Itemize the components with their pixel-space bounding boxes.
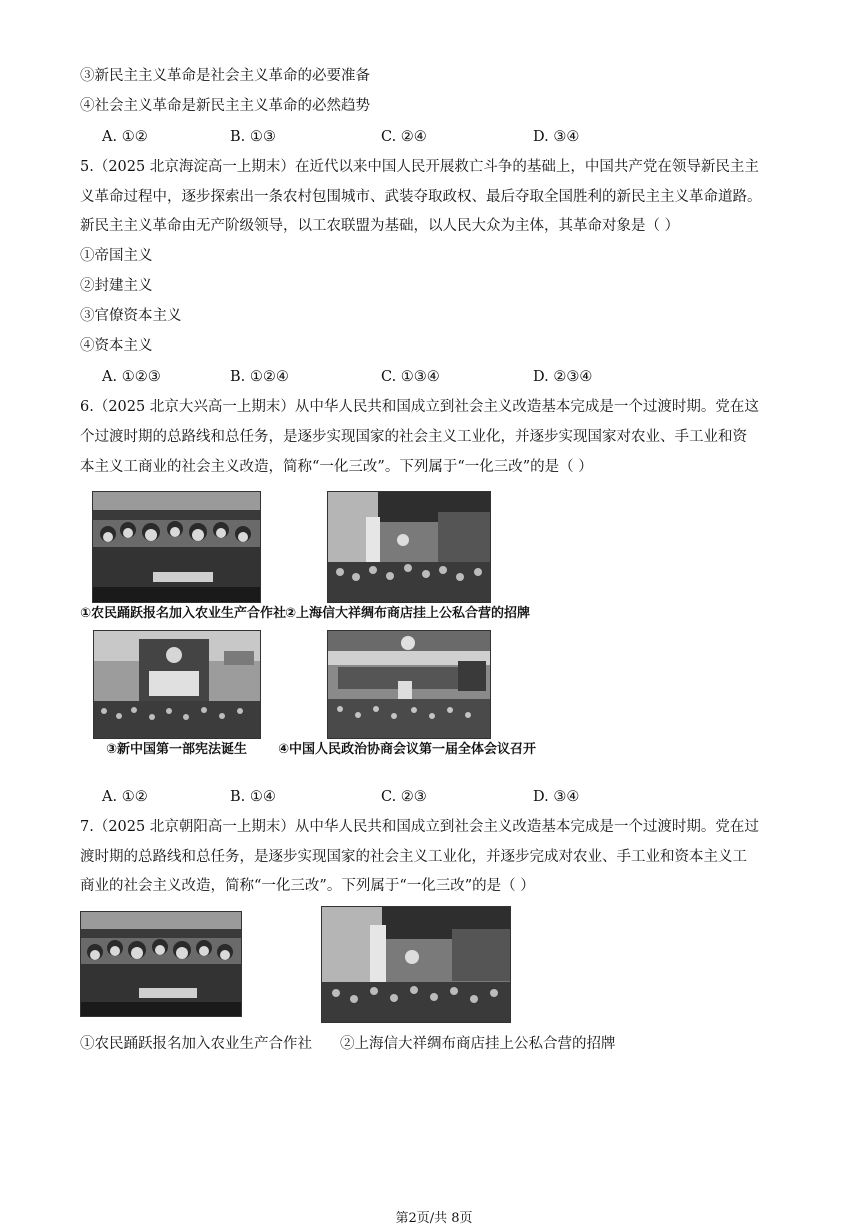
q6-stem-line2: 个过渡时期的总路线和总任务，是逐步实现国家的社会主义工业化，并逐步实现国家对农业、手工业和资 [80,429,747,445]
q6-photo-cppcc [327,630,491,739]
q5-option-d[interactable]: D. ②③④ [533,369,593,385]
q6-option-b[interactable]: B. ①④ [230,789,276,805]
statement-4: ④社会主义革命是新民主主义革命的必然趋势 [80,98,370,114]
q7-stem-line3: 商业的社会主义改造，简称“一化三改”。下列属于“一化三改”的是（ ） [80,878,535,894]
q5-option-b[interactable]: B. ①②④ [230,369,289,385]
q7-caption-1: ①农民踊跃报名加入农业生产合作社 [80,1036,312,1052]
q5-option-c[interactable]: C. ①③④ [381,369,440,385]
q5-option-a[interactable]: A. ①②③ [102,369,161,385]
q7-caption-2: ②上海信大祥绸布商店挂上公私合营的招牌 [340,1036,616,1052]
q5-item-3: ③官僚资本主义 [80,308,182,324]
q7-photo-shop-sign [321,906,511,1023]
q6-stem-line3: 本主义工商业的社会主义改造，简称“一化三改”。下列属于“一化三改”的是（ ） [80,459,593,475]
q6-caption-2: ②上海信大祥绸布商店挂上公私合营的招牌 [285,606,531,621]
q5-stem-line1: 5.（2025 北京海淀高一上期末）在近代以来中国人民开展救亡斗争的基础上，中国共产党在领导新民主主 [80,159,759,175]
q4-option-b[interactable]: B. ①③ [230,129,276,145]
q4-option-d[interactable]: D. ③④ [533,129,580,145]
q6-option-d[interactable]: D. ③④ [533,789,580,805]
q7-stem-line2: 渡时期的总路线和总任务，是逐步实现国家的社会主义工业化，并逐步完成对农业、手工业和资本主义工 [80,849,747,865]
statement-3: ③新民主主义革命是社会主义革命的必要准备 [80,68,370,84]
q6-photo-farmers [92,491,261,603]
q7-stem-line1: 7.（2025 北京朝阳高一上期末）从中华人民共和国成立到社会主义改造基本完成是一个过渡时期。党在过 [80,819,759,835]
q6-stem-line1: 6.（2025 北京大兴高一上期末）从中华人民共和国成立到社会主义改造基本完成是一个过渡时期。党在这 [80,399,759,415]
q5-stem-line3: 新民主主义革命由无产阶级领导，以工农联盟为基础，以人民大众为主体，其革命对象是（ ） [80,218,680,234]
q4-option-a[interactable]: A. ①② [102,129,148,145]
q6-caption-3: ③新中国第一部宪法诞生 [106,742,248,757]
q6-caption-4: ④中国人民政治协商会议第一届全体会议召开 [278,742,537,757]
q5-item-4: ④资本主义 [80,338,153,354]
q5-item-1: ①帝国主义 [80,248,153,264]
q4-option-c[interactable]: C. ②④ [381,129,427,145]
q5-item-2: ②封建主义 [80,278,153,294]
q6-photo-shop-sign [327,491,491,603]
q7-photo-farmers [80,911,242,1017]
q5-stem-line2: 义革命过程中，逐步探索出一条农村包围城市、武装夺取政权、最后夺取全国胜利的新民主主义革命道路。 [80,189,762,205]
q6-option-a[interactable]: A. ①② [102,789,148,805]
page-footer: 第2页/共 8页 [395,1211,473,1226]
q6-photo-constitution [93,630,261,739]
q6-caption-1: ①农民踊跃报名加入农业生产合作社 [80,606,287,621]
q6-option-c[interactable]: C. ②③ [381,789,427,805]
